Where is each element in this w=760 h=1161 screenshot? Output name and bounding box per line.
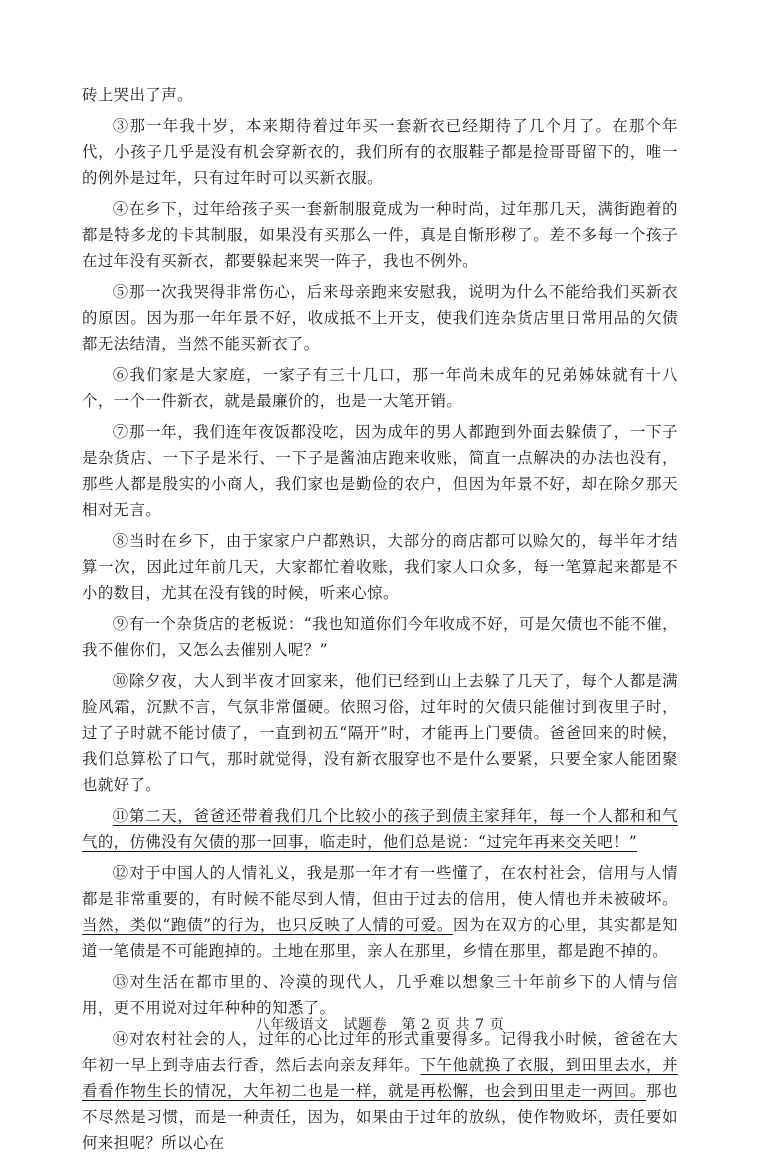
paragraph-6: ⑥我们家是大家庭，一家子有三十几口，那一年尚未成年的兄弟姊妹就有十八个，一个一件新衣，就是最廉价的，也是一大笔开销。: [82, 366, 678, 410]
paragraph-0: 砖上哭出了声。: [82, 86, 193, 104]
paragraph-14-text-a: ⑭对农村社会的人，过年的心比过年的形式重要得多。记得我小时候，爸爸在大年初一早上到寺庙去行香，然后去向亲友拜年。: [82, 1030, 678, 1074]
paragraph-11-underlined: ⑪第二天，爸爸还带着我们几个比较小的孩子到债主家拜年，每一个人都和和气气的，仿佛没有欠债的那一回事，临走时，他们总是说：“过完年再来交关吧！”: [82, 807, 678, 851]
paragraph-7: ⑦那一年，我们连年夜饭都没吃，因为成年的男人都跑到外面去躲债了，一下子是杂货店、一下子是米行、一下子是酱油店跑来收账，简直一点解决的办法也没有，那些人都是殷实的小商人，我们家也是勤俭的农户，但因为年景不好，却在除夕那天相对无言。: [82, 423, 678, 519]
paragraph-10: ⑩除夕夜，大人到半夜才回家来，他们已经到山上去躲了几天了，每个人都是满脸风霜，沉默不言，气氛非常僵硬。依照习俗，过年时的欠债只能催讨到夜里子时，过了子时就不能讨债了，一直到初五“隔开”时，才能再上门要债。爸爸回来的时候，我们总算松了口气，那时就觉得，没有新衣服穿也不是什么要紧，只要全家人能团聚也就好了。: [82, 672, 678, 794]
paragraph-12: [82, 860, 678, 964]
paragraph-13: ⑬对生活在都市里的、冷漠的现代人，几乎难以想象三十年前乡下的人情与信用，更不用说对过年种种的知悉了。: [82, 973, 678, 1017]
paragraph-12-text-c: 因为在双方的心里，其实都是知道一笔债是不可能跑掉的。土地在那里，亲人在那里，乡情在那里，都是跑不掉的。: [82, 916, 678, 960]
paragraph-3: ③那一年我十岁，本来期待着过年买一套新衣已经期待了几个月了。在那个年代，小孩子几乎是没有机会穿新衣的，我们所有的衣服鞋子都是捡哥哥留下的，唯一的例外是过年，只有过年时可以买新衣服。: [82, 117, 678, 187]
article-body: [82, 82, 678, 1161]
page-footer: 八年级语文 试题卷 第 2 页 共 7 页: [255, 1017, 505, 1033]
paragraph-5: ⑤那一次我哭得非常伤心，后来母亲跑来安慰我，说明为什么不能给我们买新衣的原因。因为那一年年景不好，收成抵不上开支，使我们连杂货店里日常用品的欠债都无法结清，当然不能买新衣了。: [82, 283, 678, 353]
paragraph-14-underlined: 下午他就换了衣服，到田里去水，并看看作物生长的情况，大年初二也是一样，就是再松懈，也会到田里走一两回。: [82, 1056, 679, 1100]
paragraph-4: ④在乡下，过年给孩子买一套新制服竟成为一种时尚，过年那几天，满街跑着的都是特多龙的卡其制服，如果没有买那么一件，真是自惭形秽了。差不多每一个孩子在过年没有买新衣，都要躲起来哭一阵子，我也不例外。: [82, 200, 678, 270]
paragraph-14: [82, 1026, 678, 1156]
paragraph-12-text-a: ⑫对于中国人的人情礼义，我是那一年才有一些懂了，在农村社会，信用与人情都是非常重要的，有时候不能尽到人情，但由于过去的信用，使人情也并未被破坏。: [82, 864, 678, 908]
paragraph-14-text-c: 那也不尽然是习惯，而是一种责任，因为，如果由于过年的放纵，使作物败坏，责任要如何来担呢？所以心在: [82, 1082, 678, 1152]
paragraph-8: ⑧当时在乡下，由于家家户户都熟识，大部分的商店都可以赊欠的，每半年才结算一次，因此过年前几天，大家都忙着收账，我们家人口众多，每一笔算起来都是不小的数目，尤其在没有钱的时候，听来心惊。: [82, 532, 678, 602]
paragraph-12-underlined: 当然，类似“跑债”的行为，也只反映了人情的可爱。: [82, 916, 454, 934]
paragraph-9: ⑨有一个杂货店的老板说：“我也知道你们今年收成不好，可是欠债也不能不催，我不催你们，又怎么去催别人呢？”: [82, 615, 678, 659]
